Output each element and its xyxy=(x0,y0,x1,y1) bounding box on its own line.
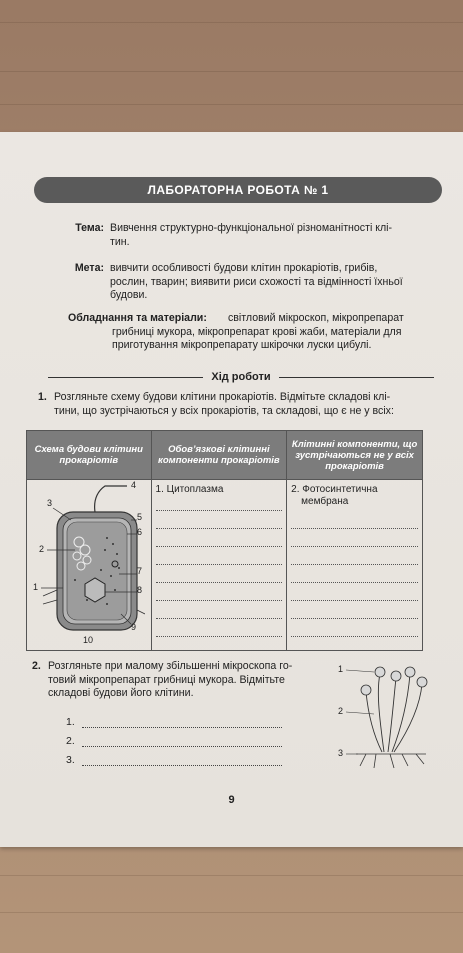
answer-line[interactable] xyxy=(156,528,283,529)
answer-text: мембрана xyxy=(301,496,349,507)
mucor-sporangiophores xyxy=(366,674,422,752)
mucor-leader-lines xyxy=(346,670,374,754)
optional-components-cell xyxy=(287,480,423,651)
topic-text-line: тин. xyxy=(110,235,130,248)
task-2 xyxy=(32,660,322,704)
task-text-line: складові будови його клітини. xyxy=(48,687,194,699)
topic-field xyxy=(60,222,440,252)
task-text-line: тини, що зустрічаються у всіх прокаріотів, та складові, що є не у всіх: xyxy=(54,404,394,417)
task-text-line: Розгляньте схему будови клітини прокаріотів. Відмітьте складові клі- xyxy=(54,391,391,403)
answer-number: 3. xyxy=(66,754,75,766)
prokaryote-cell-diagram xyxy=(27,480,145,650)
answer-line[interactable] xyxy=(291,582,418,583)
mucor-label: 1 xyxy=(338,664,344,674)
answer-line[interactable] xyxy=(291,546,418,547)
table-header: Обов’язкові клітинні компоненти прокаріотів xyxy=(151,431,287,480)
divider xyxy=(279,377,434,378)
answer-line[interactable] xyxy=(291,636,418,637)
task-number: 2. xyxy=(32,660,41,672)
goal-text-line: вивчити особливості будови клітин прокаріотів, грибів, xyxy=(110,262,378,274)
diagram-cell xyxy=(27,480,152,651)
cytoplasm xyxy=(67,522,127,620)
diagram-label: 2 xyxy=(39,544,45,554)
answer-line[interactable] xyxy=(156,582,283,583)
answer-line[interactable] xyxy=(156,564,283,565)
answer-text: 1. Цитоплазма xyxy=(155,484,224,495)
workbook-page xyxy=(0,132,463,847)
table-header: Клітинні компоненти, що зустрічаються не у всіх прокаріотів xyxy=(287,431,423,480)
diagram-label: 1 xyxy=(33,582,39,592)
background-texture xyxy=(0,912,463,913)
diagram-label: 7 xyxy=(137,566,143,576)
mucor-label: 2 xyxy=(338,706,344,716)
lab-title: ЛАБОРАТОРНА РОБОТА № 1 xyxy=(147,183,329,197)
procedure-heading xyxy=(48,370,434,384)
goal-text-line: рослин, тварин; виявити риси схожості та відмінності їхньої xyxy=(110,275,403,288)
goal-text-line: будови. xyxy=(110,289,148,301)
answer-line[interactable] xyxy=(291,564,418,565)
answer-line[interactable] xyxy=(291,600,418,601)
answer-line[interactable] xyxy=(291,528,418,529)
topic-text-line: Вивчення структурно-функціональної різноманітності клі- xyxy=(110,222,393,234)
answer-line[interactable] xyxy=(156,618,283,619)
task-1 xyxy=(38,391,438,421)
table-header: Схема будови клітини прокаріотів xyxy=(27,431,152,480)
answer-number: 1. xyxy=(66,716,75,728)
task-text-line: товий мікропрепарат грибниці мукора. Відмітьте xyxy=(48,673,285,686)
mucor-diagram xyxy=(336,662,436,772)
background-texture xyxy=(0,104,463,105)
answer-line[interactable] xyxy=(156,636,283,637)
goal-label: Мета: xyxy=(74,262,104,274)
mandatory-components-cell xyxy=(151,480,287,651)
answer-line[interactable] xyxy=(291,618,418,619)
equipment-text-line: приготування мікропрепарату шкірочки луски цибулі. xyxy=(112,339,372,351)
goal-field xyxy=(60,262,440,304)
sporangia xyxy=(361,667,427,695)
diagram-label: 9 xyxy=(131,622,137,632)
topic-label: Тема: xyxy=(75,222,104,234)
prokaryote-table xyxy=(26,430,423,651)
divider xyxy=(48,377,203,378)
answer-text: 2. Фотосинтетична xyxy=(291,484,378,495)
diagram-label: 8 xyxy=(137,585,143,595)
answer-number: 2. xyxy=(66,735,75,747)
answer-line[interactable] xyxy=(82,746,282,747)
answer-line[interactable] xyxy=(82,727,282,728)
mucor-label: 3 xyxy=(338,748,344,758)
task-number: 1. xyxy=(38,391,47,403)
diagram-label: 10 xyxy=(83,635,94,645)
background-texture xyxy=(0,22,463,23)
answer-line[interactable] xyxy=(156,510,283,511)
page-number: 9 xyxy=(228,794,235,806)
background-texture xyxy=(0,875,463,876)
lab-title-banner xyxy=(34,177,442,203)
equipment-field xyxy=(68,312,440,354)
answer-line[interactable] xyxy=(82,765,282,766)
diagram-label: 4 xyxy=(131,480,137,490)
answer-line[interactable] xyxy=(156,546,283,547)
equipment-text-line: світловий мікроскоп, мікропрепарат xyxy=(228,312,404,324)
diagram-label: 6 xyxy=(137,527,143,537)
diagram-label: 5 xyxy=(137,512,143,522)
flagellum-line xyxy=(95,486,127,512)
background-texture xyxy=(0,71,463,72)
task-text-line: Розгляньте при малому збільшенні мікроскопа го- xyxy=(48,660,293,672)
diagram-label: 3 xyxy=(47,498,53,508)
equipment-label: Обладнання та матеріали: xyxy=(68,312,207,324)
mucor-mycelium xyxy=(356,754,426,768)
procedure-title: Хід роботи xyxy=(211,371,271,383)
equipment-text-line: грибниці мукора, мікропрепарат крові жаби, матеріали для xyxy=(112,325,402,338)
answer-line[interactable] xyxy=(156,600,283,601)
